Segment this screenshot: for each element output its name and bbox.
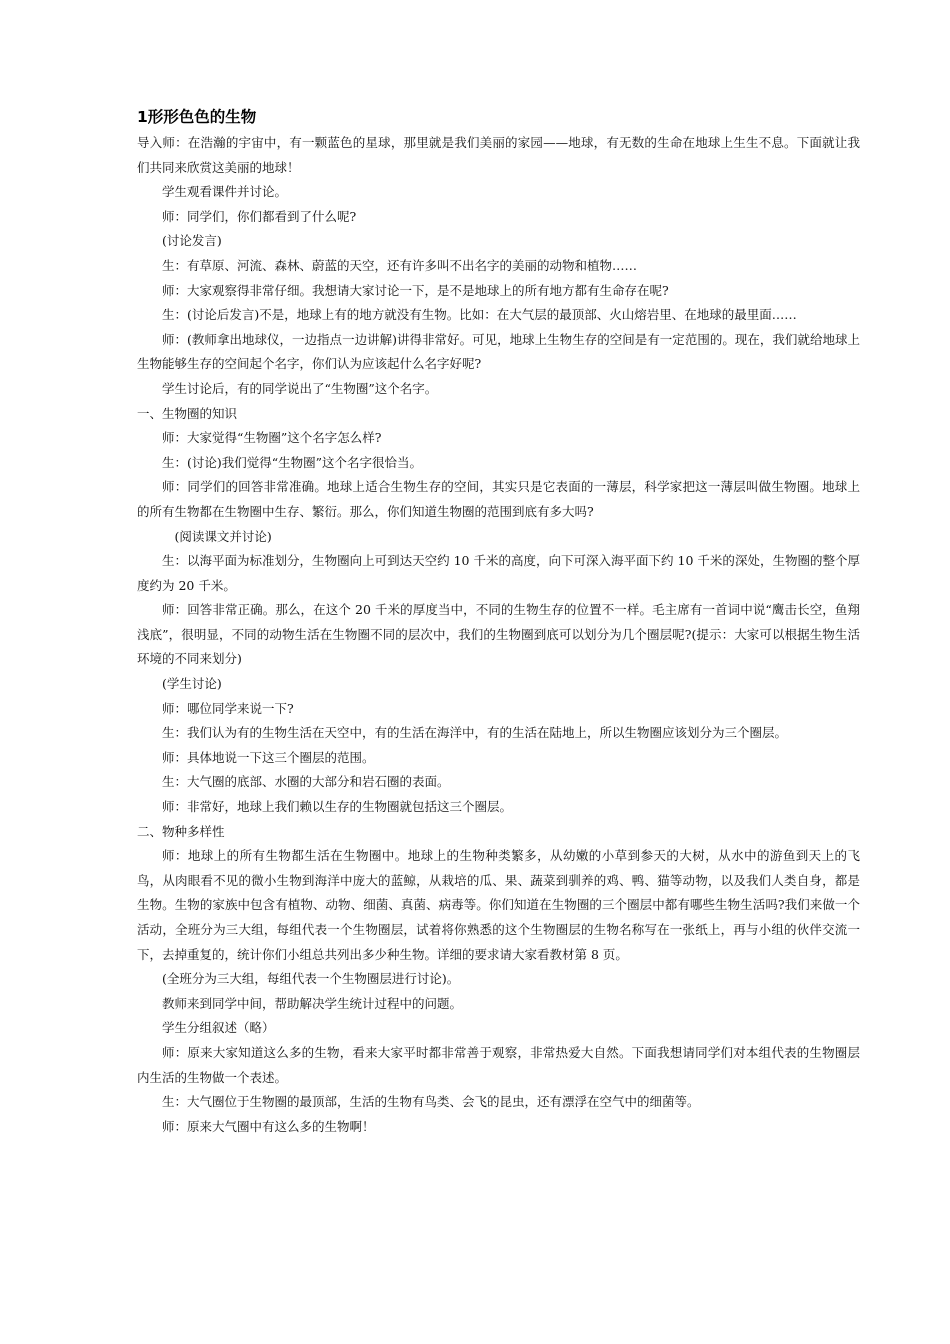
paragraph: 生：我们认为有的生物生活在天空中，有的生活在海洋中，有的生活在陆地上，所以生物圈应该划分为三个圈层。 — [162, 725, 788, 741]
document-body — [137, 131, 860, 1139]
paragraph: 师：原来大气圈中有这么多的生物啊！ — [162, 1118, 375, 1134]
paragraph: 师：非常好，地球上我们赖以生存的生物圈就包括这三个圈层。 — [162, 799, 513, 815]
paragraph: 师：(教师拿出地球仪，一边指点一边讲解)讲得非常好。可见，地球上生物生存的空间是有一定范围的。现在，我们就给地球上生物能够生存的空间起个名字，你们认为应该起什么名字好呢? — [137, 331, 860, 372]
paragraph: 生：有草原、河流、森林、蔚蓝的天空，还有许多叫不出名字的美丽的动物和植物…… — [162, 257, 638, 273]
paragraph: (阅读课文并讨论) — [174, 528, 272, 544]
paragraph: 学生分组叙述（略） — [162, 1020, 275, 1036]
paragraph: (讨论发言) — [162, 233, 222, 249]
section-heading: 二、物种多样性 — [137, 823, 225, 839]
paragraph: 师：哪位同学来说一下? — [162, 700, 294, 716]
paragraph: 师：回答非常正确。那么，在这个 20 千米的厚度当中，不同的生物生存的位置不一样。毛主席有一首词中说“鹰击长空，鱼翔浅底”，很明显，不同的动物生活在生物圈不同的层次中，我们的生物圈到底可以划分为几个圈层呢?(提示：大家可以根据生物生活环境的不同来划分) — [137, 602, 860, 667]
paragraph: 生：(讨论后发言)不是，地球上有的地方就没有生物。比如：在大气层的最顶部、火山熔岩里、在地球的最里面…… — [162, 307, 797, 323]
paragraph: 导入师：在浩瀚的宇宙中，有一颗蓝色的星球，那里就是我们美丽的家园——地球，有无数的生命在地球上生生不息。下面就让我们共同来欣赏这美丽的地球！ — [137, 135, 860, 175]
paragraph: 师：原来大家知道这么多的生物，看来大家平时都非常善于观察，非常热爱大自然。下面我想请同学们对本组代表的生物圈层内生活的生物做一个表述。 — [137, 1044, 860, 1085]
document-title: 1形形色色的生物 — [137, 108, 257, 126]
section-heading: 一、生物圈的知识 — [137, 405, 238, 421]
paragraph: 师：大家观察得非常仔细。我想请大家讨论一下，是不是地球上的所有地方都有生命存在呢? — [162, 282, 669, 298]
paragraph: 师：具体地说一下这三个圈层的范围。 — [162, 749, 375, 765]
paragraph: 生：以海平面为标准划分，生物圈向上可到达天空约 10 千米的高度，向下可深入海平面下约 10 千米的深处，生物圈的整个厚度约为 20 千米。 — [137, 553, 860, 593]
paragraph: 师：同学们，你们都看到了什么呢? — [162, 208, 357, 224]
paragraph: 生：大气圈位于生物圈的最顶部，生活的生物有鸟类、会飞的昆虫，还有漂浮在空气中的细菌等。 — [162, 1094, 700, 1110]
paragraph: 师：同学们的回答非常准确。地球上适合生物生存的空间，其实只是它表面的一薄层，科学家把这一薄层叫做生物圈。地球上的所有生物都在生物圈中生存、繁衍。那么，你们知道生物圈的范围到底有多大吗? — [137, 479, 860, 519]
paragraph: 生：(讨论)我们觉得“生物圈”这个名字很恰当。 — [162, 454, 423, 470]
paragraph: 师：地球上的所有生物都生活在生物圈中。地球上的生物种类繁多，从幼嫩的小草到参天的大树，从水中的游鱼到天上的飞鸟，从肉眼看不见的微小生物到海洋中庞大的蓝鲸，从栽培的瓜、果、蔬菜到驯养的鸡、鸭、猫等动物，以及我们人类自身，都是生物。生物的家族中包含有植物、动物、细菌、真菌、病毒等。你们知道在生物圈的三个圈层中都有哪些生物生活吗?我们来做一个活动，全班分为三大组，每组代表一个生物圈层，试着将你熟悉的这个生物圈层的生物名称写在一张纸上，再与小组的伙伴交流一下，去掉重复的，统计你们小组总共列出多少种生物。详细的要求请大家看教材第 8 页。 — [137, 848, 860, 962]
paragraph: (全班分为三大组，每组代表一个生物圈层进行讨论)。 — [162, 971, 460, 987]
paragraph: 生：大气圈的底部、水圈的大部分和岩石圈的表面。 — [162, 774, 450, 790]
paragraph: 教师来到同学中间，帮助解决学生统计过程中的问题。 — [162, 995, 463, 1011]
paragraph: 学生讨论后，有的同学说出了“生物圈”这个名字。 — [162, 380, 438, 396]
paragraph: (学生讨论) — [162, 676, 222, 692]
paragraph: 师：大家觉得“生物圈”这个名字怎么样? — [162, 430, 382, 446]
paragraph: 学生观看课件并讨论。 — [162, 184, 288, 200]
